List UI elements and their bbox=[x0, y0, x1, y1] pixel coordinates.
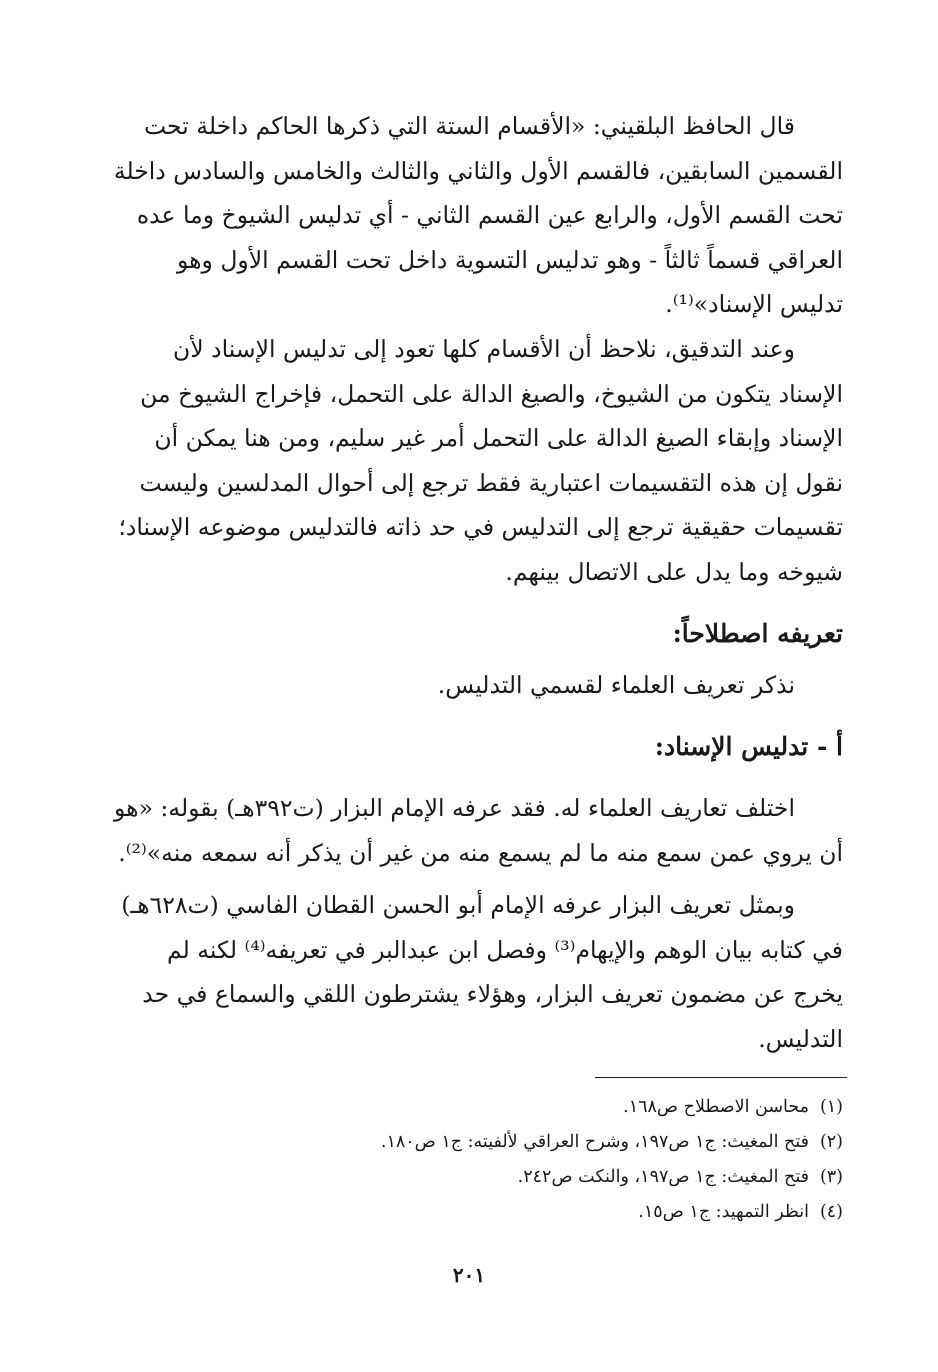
footnote-text: فتح المغيث: ج١ ص١٩٧، والنكت ص٢٤٢. bbox=[517, 1167, 809, 1187]
section-heading: تعريفه اصطلاحاً: bbox=[672, 619, 843, 648]
footnote-separator bbox=[595, 1077, 847, 1078]
footnote-number: (٤) bbox=[819, 1202, 843, 1222]
footnote-text: فتح المغيث: ج١ ص١٩٧، وشرح العراقي لألفيته: ج١ ص١٨٠. bbox=[380, 1132, 809, 1152]
text-line: يخرج عن مضمون تعريف البزار، وهؤلاء يشترطون اللقي والسماع في حد bbox=[142, 980, 843, 1008]
footnotes bbox=[93, 1090, 843, 1230]
intro-sentence bbox=[93, 663, 843, 708]
footnote-text: انظر التمهيد: ج١ ص١٥. bbox=[638, 1202, 809, 1222]
text-line: الإسناد وإبقاء الصيغ الدالة على التحمل أمر غير سليم، ومن هنا يمكن أن bbox=[154, 424, 843, 452]
text-line: أن يروي عمن سمع منه ما لم يسمع منه من غير أن يذكر أنه سمعه منه»⁽²⁾. bbox=[118, 838, 843, 867]
footnote-item bbox=[93, 1160, 843, 1195]
text-line: في كتابه بيان الوهم والإيهام⁽³⁾ وفصل ابن عبدالبر في تعريفه⁽⁴⁾ لكنه لم bbox=[166, 935, 843, 964]
paragraph-bulqini-quote bbox=[93, 104, 843, 327]
text-line: تقسيمات حقيقية ترجع إلى التدليس في حد ذاته فالتدليس موضوعه الإسناد؛ bbox=[118, 513, 843, 541]
paragraph-bazzar-definition bbox=[93, 786, 843, 875]
paragraph-qattan-definition bbox=[93, 883, 843, 1061]
footnote-number: (١) bbox=[819, 1097, 843, 1117]
text-line: التدليس. bbox=[758, 1024, 843, 1053]
text-line: وعند التدقيق، نلاحظ أن الأقسام كلها تعود إلى تدليس الإسناد لأن bbox=[173, 335, 795, 363]
footnote-number: (٢) bbox=[819, 1132, 843, 1152]
footnote-text: محاسن الاصطلاح ص١٦٨. bbox=[623, 1097, 809, 1117]
text-line: نذكر تعريف العلماء لقسمي التدليس. bbox=[437, 671, 795, 699]
text-line: القسمين السابقين، فالقسم الأول والثاني والثالث والخامس والسادس داخلة bbox=[113, 156, 843, 185]
text-line: تحت القسم الأول، والرابع عين القسم الثاني - أي تدليس الشيوخ وما عده bbox=[136, 201, 843, 229]
subsection-heading: أ - تدليس الإسناد: bbox=[654, 732, 843, 761]
footnote-item bbox=[93, 1125, 843, 1160]
footnote-item bbox=[93, 1090, 843, 1125]
text-line: شيوخه وما يدل على الاتصال بينهم. bbox=[505, 557, 843, 586]
page-number: ٢٠١ bbox=[452, 1263, 486, 1287]
text-line: قال الحافظ البلقيني: «الأقسام الستة التي ذكرها الحاكم داخلة تحت bbox=[143, 112, 795, 140]
text-line: الإسناد يتكون من الشيوخ، والصيغ الدالة على التحمل، فإخراج الشيوخ من bbox=[140, 379, 843, 408]
text-line: نقول إن هذه التقسيمات اعتبارية فقط ترجع إلى أحوال المدلسين وليست bbox=[139, 468, 843, 497]
footnote-number: (٣) bbox=[819, 1167, 843, 1187]
text-line: اختلف تعاريف العلماء له. فقد عرفه الإمام البزار (ت٣٩٢هـ) بقوله: «هو bbox=[114, 794, 795, 822]
footnote-item bbox=[93, 1195, 843, 1230]
text-line: العراقي قسماً ثالثاً - وهو تدليس التسوية داخل تحت القسم الأول وهو bbox=[176, 245, 843, 274]
text-line: تدليس الإسناد»⁽¹⁾. bbox=[665, 290, 843, 318]
text-line: وبمثل تعريف البزار عرفه الإمام أبو الحسن القطان الفاسي (ت٦٢٨هـ) bbox=[121, 891, 795, 919]
paragraph-analysis bbox=[93, 327, 843, 594]
